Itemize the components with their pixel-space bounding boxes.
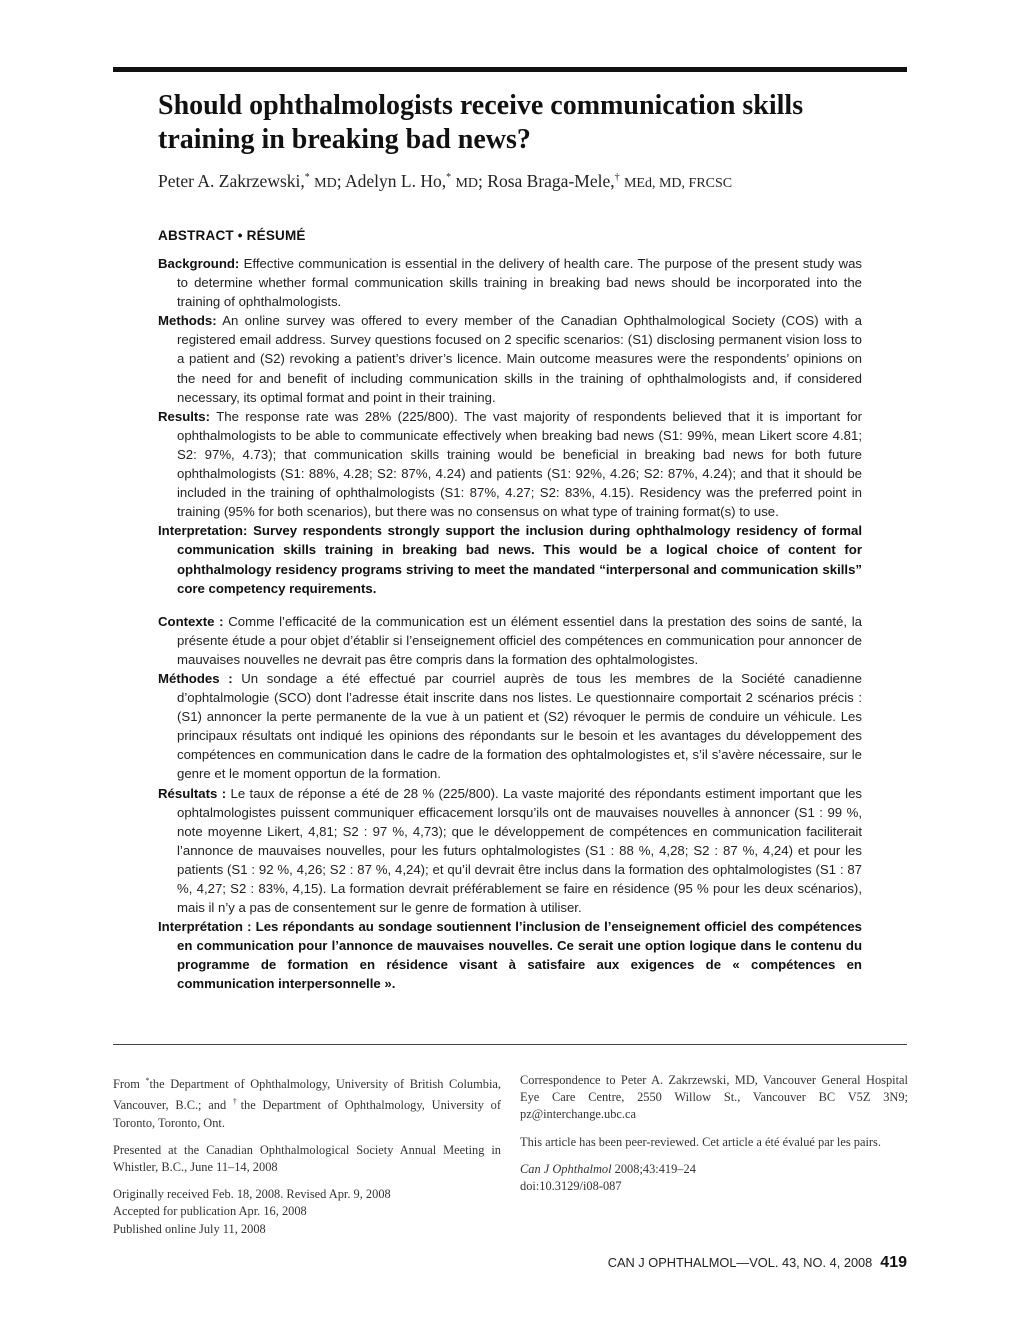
affiliation-note <box>113 1072 501 1132</box>
section-label: Methods: <box>158 313 217 329</box>
running-title: CAN J OPHTHALMOL—VOL. 43, NO. 4, 2008 <box>607 1255 873 1270</box>
resume-methodes <box>158 669 862 784</box>
page-footer <box>608 1254 907 1272</box>
affiliation-text: the Department of Ophthalmology, University of Toronto, Toronto, Ont. <box>113 1098 502 1130</box>
section-text: The response rate was 28% (225/800). The vast majority of respondents believed that it is important for ophthalmologists to be able to communicate effectively when breaking bad news (S1: 99%, mean Likert score 4.81; S2: 97%, 4.73); that communication skills training would be beneficial in breaking bad news for both future ophthalmologists (S1: 88%, 4.28; S2: 87%, 4.24) and patients (S1: 92%, 4.26; S2: 87%, 4.24); and that it should be included in the training of ophthalmologists (S1: 87%, 4.27; S2: 83%, 4.15). Residency was the preferred point in training (95% for both scenarios), but there was no consensus on what type of training format(s) to use. <box>177 408 862 520</box>
affiliation-marker: † <box>614 172 620 184</box>
abstract-body <box>158 254 862 994</box>
section-label: Results: <box>158 408 211 424</box>
section-label: Interprétation : <box>158 919 252 935</box>
article-title: Should ophthalmologists receive communication skills training in breaking bad news? <box>158 90 804 155</box>
top-rule <box>113 67 907 72</box>
footnote-rule <box>113 1044 907 1045</box>
author-degrees: MD <box>455 176 479 191</box>
footnotes-left <box>113 1072 501 1248</box>
affiliation-marker: * <box>446 172 452 184</box>
abstract-interpretation <box>158 521 862 597</box>
section-label: Contexte : <box>158 613 224 629</box>
affiliation-marker: * <box>145 1076 150 1085</box>
section-text: Comme l’efficacité de la communication est un élément essentiel dans la prestation des soins de santé, la présente étude a pour objet d’établir si l’enseignement officiel des compétences en communication pour annoncer de mauvaises nouvelles ne devrait pas être compris dans la formation des ophtalmologistes. <box>177 613 862 667</box>
footnotes-right <box>520 1072 908 1205</box>
author-list: Peter A. Zakrzewski,* MD; Adelyn L. Ho,* MD; Rosa Braga-Mele,† MEd, MD, FRCSC <box>158 171 733 191</box>
section-text: Survey respondents strongly support the inclusion during ophthalmology residency of formal communication skills training in breaking bad news. This would be a logical choice of content for ophthalmology residency programs striving to meet the mandated “interpersonal and communication skills” core competency requirements. <box>177 523 862 596</box>
published-date: Published online July 11, 2008 <box>113 1221 266 1236</box>
section-label: Interpretation: <box>158 523 248 539</box>
citation-ref: 2008;43:419–24 <box>611 1161 696 1176</box>
section-text: Les répondants au sondage soutiennent l’inclusion de l’enseignement officiel des compétences en communication pour l’annonce de mauvaises nouvelles. Ce serait une option logique dans le contenu du programme de formation en résidence visant à satisfaire aux exigences de « compétences en communication interpersonnelle ». <box>177 919 863 992</box>
citation-note <box>520 1161 908 1195</box>
resume-interpretation <box>158 917 862 993</box>
language-gap <box>158 598 862 612</box>
journal-name: Can J Ophthalmol <box>520 1161 612 1176</box>
section-text: An online survey was offered to every member of the Canadian Ophthalmological Society (COS) with a registered email address. Survey questions focused on 2 specific scenarios: (S1) disclosing permanent vision loss to a patient and (S2) revoking a patient’s driver’s licence. Main outcome measures were the respondents’ opinions on the need for and benefit of including communication skills in the training of ophthalmologists and, if considered necessary, its optimal format and point in their training. <box>177 313 862 405</box>
correspondence-note: Correspondence to Peter A. Zakrzewski, MD, Vancouver General Hospital Eye Care Centre, 2550 Willow St., Vancouver BC V5Z 3N9; pz@interchange.ubc.ca <box>520 1073 908 1122</box>
dates-note <box>113 1186 501 1238</box>
affiliation-marker: * <box>304 172 310 184</box>
presented-note: Presented at the Canadian Ophthalmological Society Annual Meeting in Whistler, B.C., June 11–14, 2008 <box>113 1142 501 1175</box>
resume-contexte <box>158 612 862 669</box>
peer-review-note: This article has been peer-reviewed. Cet article a été évalué par les pairs. <box>520 1134 881 1149</box>
section-text: Le taux de réponse a été de 28 % (225/800). La vaste majorité des répondants estiment important que les ophtalmologistes puissent communiquer efficacement lorsqu’ils ont de mauvaises nouvelles à annoncer (S1 : 99 %, note moyenne Likert, 4,81; S2 : 97 %, 4,73); que le développement de compétences en communication faciliterait l’annonce de mauvaises nouvelles, pour les futurs ophtalmologistes (S1 : 88 %, 4,28; S2 : 87 %, 4,24) et pour les patients (S1 : 92 %, 4,26; S2 : 87 %, 4,24); et qu’il devrait être inclus dans la formation des ophtalmologistes (S1 : 87 %, 4,27; S2 : 83%, 4,15). La formation devrait préférablement se faire en résidence (95 % pour les deux scénarios), mais il n’y a pas de consentement sur le genre de formation à utiliser. <box>177 785 863 916</box>
abstract-heading: ABSTRACT • RÉSUMÉ <box>158 228 306 243</box>
section-label: Méthodes : <box>158 670 233 686</box>
author-degrees: MD <box>314 176 337 191</box>
abstract-methods <box>158 311 862 406</box>
author-name: Peter A. Zakrzewski, <box>158 171 305 191</box>
page-number: 419 <box>880 1254 907 1271</box>
author-degrees: MEd, MD, FRCSC <box>623 176 733 191</box>
author-name: Rosa Braga-Mele, <box>487 171 615 191</box>
section-label: Résultats : <box>158 785 227 801</box>
section-text: Effective communication is essential in the delivery of health care. The purpose of the present study was to determine whether formal communication skills training in breaking bad news should be incorporated into the training of ophthalmologists. <box>177 256 862 310</box>
doi: doi:10.3129/i08-087 <box>520 1179 622 1194</box>
author-name: Adelyn L. Ho, <box>344 171 447 191</box>
affiliation-prefix: From <box>113 1077 146 1092</box>
section-label: Background: <box>158 256 240 271</box>
abstract-results <box>158 407 862 522</box>
citation-line <box>520 1161 908 1178</box>
affiliation-marker: † <box>232 1097 241 1107</box>
abstract-background <box>158 254 862 311</box>
accepted-date: Accepted for publication Apr. 16, 2008 <box>113 1204 307 1219</box>
section-text: Un sondage a été effectué par courriel auprès de tous les membres de la Société canadienne d’ophtalmologie (SCO) dont l’adresse était inscrite dans nos listes. Le questionnaire comportait 2 scénarios précis : (S1) annoncer la perte permanente de la vue à un patient et (S2) révoquer le permis de conduire un véhicule. Les principaux résultats ont indiqué les opinions des répondants sur le besoin et les avantages du développement des compétences en communication dans le cadre de la formation des ophtalmologistes et, s’il s’avère nécessaire, sur le genre et le moment opportun de la formation. <box>177 670 862 782</box>
resume-resultats <box>158 784 862 918</box>
received-date: Originally received Feb. 18, 2008. Revised Apr. 9, 2008 <box>113 1187 391 1202</box>
affiliation-text: the Department of Ophthalmology, University of British Columbia, Vancouver, B.C.; and <box>113 1077 501 1113</box>
